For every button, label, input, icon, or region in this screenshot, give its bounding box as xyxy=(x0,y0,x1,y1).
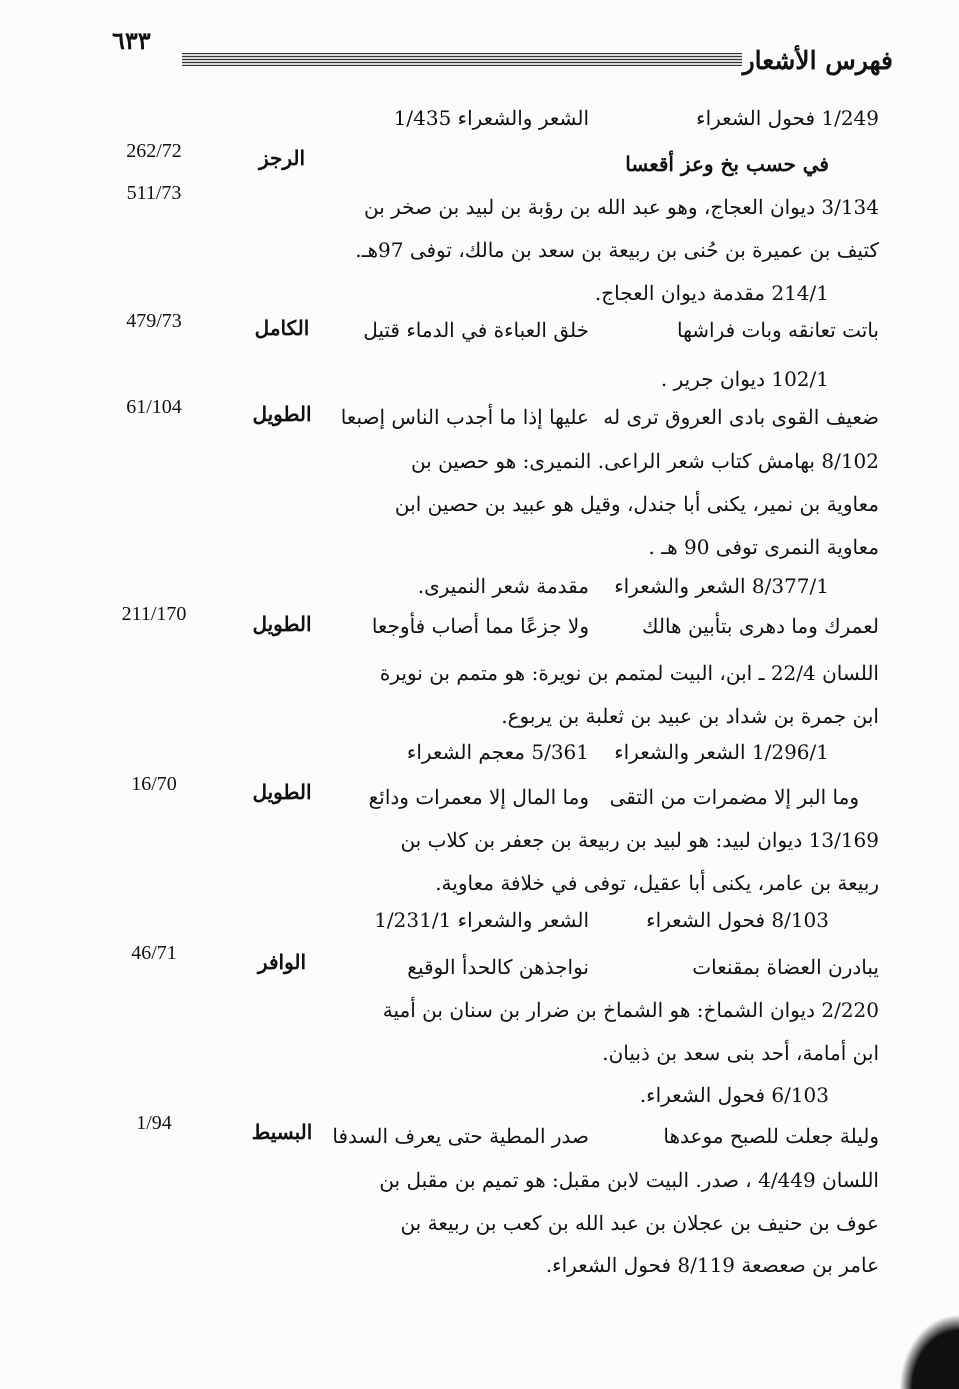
source: الشعر والشعراء 1/435 xyxy=(393,106,589,130)
commentary-line: 3/134 ديوان العجاج، وهو عبد الله بن رؤبة بن لبيد بن صخر بن xyxy=(363,195,879,219)
verse xyxy=(340,405,879,435)
meter-label: البسيط xyxy=(251,1120,313,1144)
commentary-line: عوف بن حنيف بن عجلان بن عبد الله بن كعب بن ربيعة بن xyxy=(400,1211,879,1235)
verse xyxy=(355,955,879,985)
meter-label: الطويل xyxy=(252,402,312,426)
running-title: فهرس الأشعار xyxy=(742,46,893,75)
reference: 16/70 xyxy=(131,773,177,795)
reference: 479/73 xyxy=(126,310,182,332)
verse-hemistich: عليها إذا ما أجدب الناس إصبعا xyxy=(340,405,589,429)
commentary-line: 102/1 ديوان جرير . xyxy=(660,367,829,391)
source: 8/103 فحول الشعراء xyxy=(646,908,829,932)
verse-hemistich: يبادرن العضاة بمقنعات xyxy=(692,955,879,979)
source: 8/377/1 الشعر والشعراء xyxy=(614,574,829,598)
verse-hemistich: وليلة جعلت للصبح موعدها xyxy=(663,1124,879,1148)
reference: 1/94 xyxy=(136,1112,172,1134)
commentary-line: عامر بن صعصعة 8/119 فحول الشعراء. xyxy=(545,1253,879,1277)
meter-label: الطويل xyxy=(252,780,312,804)
reference: 262/72 xyxy=(126,140,182,162)
header-rule xyxy=(182,53,742,66)
source: الشعر والشعراء 1/231/1 xyxy=(374,908,589,932)
commentary-line: اللسان 22/4 ـ ابن، البيت لمتمم بن نويرة: هو متمم بن نويرة xyxy=(379,661,879,685)
commentary-line: ابن جمرة بن شداد بن عبيد بن ثعلبة بن يربوع. xyxy=(501,704,879,728)
commentary-line: كتيف بن عميرة بن حُنى بن ربيعة بن سعد بن مالك، توفى 97هـ. xyxy=(355,238,879,262)
sources-row xyxy=(355,574,879,604)
commentary-line: 214/1 مقدمة ديوان العجاج. xyxy=(594,281,829,305)
verse-hemistich: باتت تعانقه وبات فراشها xyxy=(676,318,879,342)
verse xyxy=(332,1124,879,1154)
verse xyxy=(355,785,879,815)
meter-label: الوافر xyxy=(257,950,307,974)
verse-hemistich: وما البر إلا مضمرات من التقى xyxy=(609,785,859,809)
source: مقدمة شعر النميرى. xyxy=(417,574,589,598)
meter-label: الطويل xyxy=(252,612,312,636)
verse-hemistich: نواجذهن كالحدأ الوقيع xyxy=(407,955,589,979)
verse-hemistich: خلق العباءة في الدماء قتيل xyxy=(363,318,589,342)
verse-line: في حسب بخ وعز أقعسا xyxy=(625,152,829,176)
commentary-line: 8/102 بهامش كتاب شعر الراعى. النميرى: هو حصين بن xyxy=(410,449,879,473)
commentary-line: ربيعة بن عامر، يكنى أبا عقيل، توفى في خلافة معاوية. xyxy=(435,871,879,895)
reference: 511/73 xyxy=(126,182,182,204)
meter-label: الرجز xyxy=(258,146,306,170)
commentary-line: ابن أمامة، أحد بنى سعد بن ذبيان. xyxy=(602,1041,879,1065)
verse-hemistich: وما المال إلا معمرات ودائع xyxy=(368,785,589,809)
verse-hemistich: صدر المطية حتى يعرف السدفا xyxy=(332,1124,589,1148)
verse-hemistich: ضعيف القوى بادى العروق ترى له xyxy=(603,405,879,429)
verse-hemistich: ولا جزعًا مما أصاب فأوجعا xyxy=(371,614,589,638)
commentary-line: اللسان 4/449 ، صدر. البيت لابن مقبل: هو تميم بن مقبل بن xyxy=(379,1168,879,1192)
commentary-line: معاوية النمرى توفى 90 هـ . xyxy=(648,535,879,559)
sources-row xyxy=(355,106,879,136)
commentary-line: 13/169 ديوان لبيد: هو لبيد بن ربيعة بن جعفر بن كلاب بن xyxy=(400,828,879,852)
commentary-line: 6/103 فحول الشعراء. xyxy=(639,1083,829,1107)
scan-shadow xyxy=(899,1314,959,1389)
reference: 46/71 xyxy=(131,942,177,964)
source: 1/249 فحول الشعراء xyxy=(696,106,879,130)
verse-hemistich: لعمرك وما دهرى بتأبين هالك xyxy=(642,614,879,638)
source: 5/361 معجم الشعراء xyxy=(406,740,589,764)
page-number: ٦٣٣ xyxy=(112,26,151,55)
sources-row xyxy=(355,908,879,938)
reference: 61/104 xyxy=(126,396,182,418)
sources-row xyxy=(355,740,879,770)
meter-label: الكامل xyxy=(254,316,310,340)
verse xyxy=(355,614,879,644)
commentary-line: معاوية بن نمير، يكنى أبا جندل، وقيل هو عبيد بن حصين ابن xyxy=(394,492,879,516)
reference: 211/170 xyxy=(121,603,187,625)
source: 1/296/1 الشعر والشعراء xyxy=(614,740,829,764)
commentary-line: 2/220 ديوان الشماخ: هو الشماخ بن ضرار بن سنان بن أمية xyxy=(382,998,879,1022)
verse xyxy=(355,318,879,348)
